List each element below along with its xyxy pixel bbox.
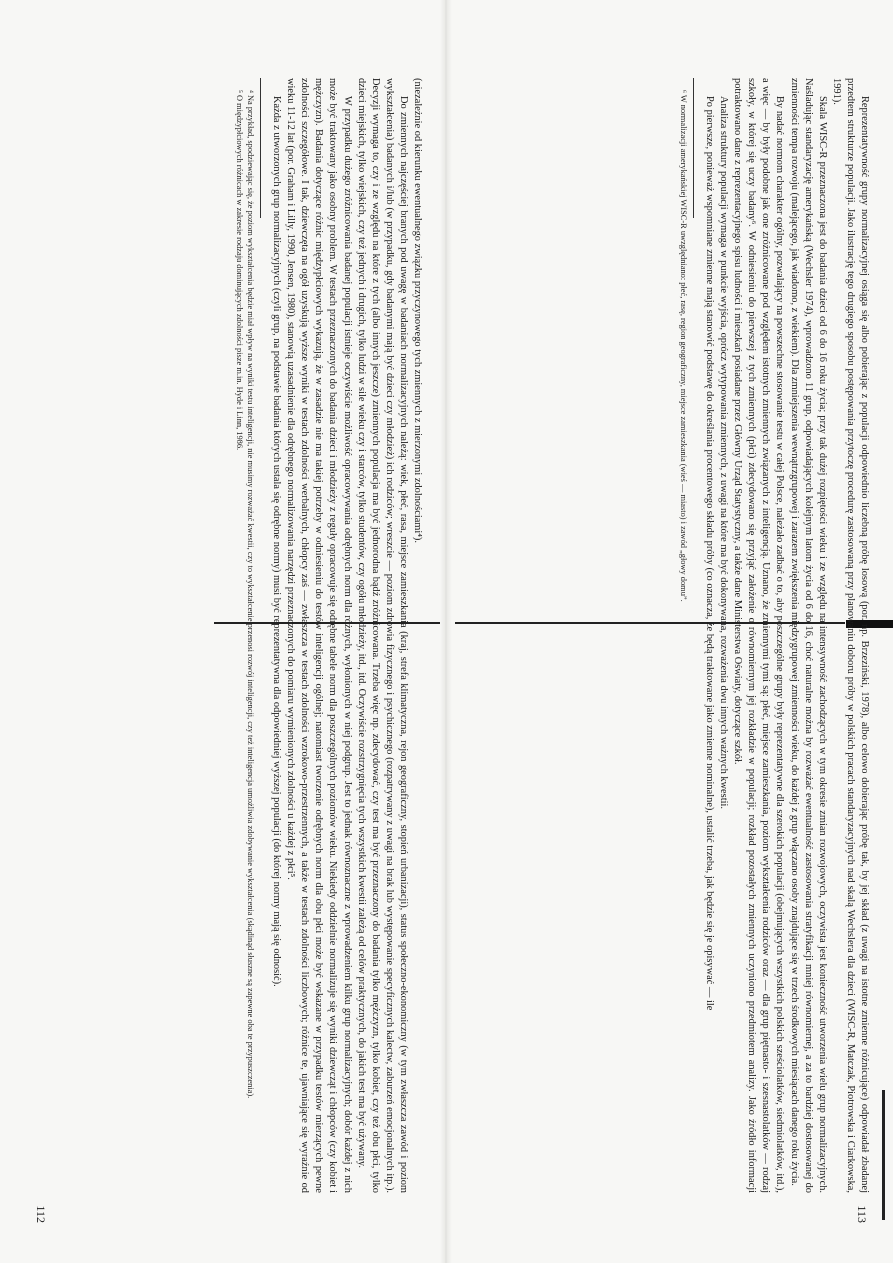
footnote-rule	[693, 78, 694, 218]
page-112-body	[269, 78, 424, 1193]
footnote: ⁶ W normalizacji amerykańskiej WISC-R uwzględniano: płeć, rasę, region geograficzny, miejsce zamieszkania (wieś — miasto) i zawód „głowy domu”.	[678, 90, 688, 602]
paragraph: W przypadku dużego zróżnicowania badanej populacji istnieje oczywiście możliwość opracowywania odrębnych norm dla różnych, wyłonionych w niej podgrup. Jest to jednak równoznaczne z wprowadzeniem kilku grup normalizacyjnych; dobór każdej z nich może być traktowany jako osobny problem. W testach przeznaczonych do badania dzieci i młodzieży z reguły opracowuje się odrębne tabele norm dla poszczególnych poziomów wieku. Niekiedy oddzielnie normalizuje się wyniki dziewcząt i chłopców (czy kobiet i mężczyzn). Badania dotyczące różnic międzypłciowych wykazują, że w zasadzie nie ma takiej potrzeby w odniesieniu do testów inteligencji ogólnej; natomiast tworzenie odrębnych norm dla obu płci może być wskazane w przypadku testów mierzących pewne zdolności szczegółowe. I tak, dziewczęta na ogół uzyskują wyższe wyniki w testach zdolności werbalnych, chłopcy zaś — zwłaszcza w testach zdolności wzrokowo-przestrzennych, a także w testach zdolności liczbowych; różnice te, ujawniające się wyraźnie od wieku 11-12 lat (por. Graham i Lilly, 1990, Jensen, 1980), stanowią uzasadnienie dla odrębnego normalizowania narzędzi przeznaczonych do pomiaru wymienionych zdolności u każdej z płci⁵.	[285, 78, 353, 1193]
footnote: ⁴ Na przykład, spodziewając się, że poziom wykształcenia będzie miał wpływ na wyniki testu inteligencji, nie musimy rozważać kwestii, czy to wykształcenie przenosi rozwój inteligencji, czy też inteligencja umożliwia zdobywanie wykształcenia (skądinąd słuszne są zapewne oba te przypuszczenia).	[245, 90, 255, 1099]
page-number: 112	[34, 1205, 48, 1223]
footnote: ⁵ O międzypłciowych różnicach w zakresie rodzaju dominujących zdolności pisze m.in. Hyde i Linn, 1986.	[234, 90, 244, 451]
paragraph: (niezależnie od kierunku ewentualnego związku przyczynowego tych zmiennych z mierzonymi zdolnościami⁴).	[412, 78, 423, 543]
footnote-rule	[260, 78, 261, 218]
paragraph: Każda z utworzonych grup normalizacyjnych (czyli grup, na podstawie badania których ustala się odrębne normy) musi być reprezentatywna dla odpowiedniej wyższej populacji (do której normy mają się odnosić).	[271, 96, 283, 987]
paragraph: By nadać normom charakter ogólny, pozwalający na powszechne stosowanie testu w całej Polsce, należało zadbać o to, aby poszczególne grupy były reprezentatywne dla szerokich populacji (obejmujących wszystkich polskich sześciolatków, siedmiolatków, itd.), a więc — by były podobne jak one zróżnicowane pod względem istotnych zmiennych związanych z inteligencją. Uznano, że zmiennymi tymi są: płeć, miejsce zamieszkania, poziom wykształcenia rodziców oraz — dla grup piętnasto- i szesnastolatków — rodzaj szkoły, w której się uczy badany⁶. W odniesieniu do pierwszej z tych zmiennych (płci) zdecydowano się przyjąć założenie o równomiernym jej rozkładzie w populacji; rozkład pozostałych zmiennych uczyniono przedmiotem analizy. Jako źródło informacji potraktowano dane z reprezentacyjnego spisu ludności i mieszkań posiadane przez Główny Urząd Statystyczny, a także dane Ministerstwa Oświaty, dotyczące szkół.	[732, 78, 786, 1193]
page-112	[0, 0, 446, 1263]
page-113-body	[702, 78, 871, 1193]
paragraph: Po pierwsze, ponieważ wspomniane zmienne mają stanowić podstawę do określania procentowego składu próby (co oznacza, że będą traktowane jako zmienne nominalne), ustalić trzeba, jak będzie się je opisywać — ile	[703, 96, 715, 1011]
paragraph: Skala WISC-R przeznaczona jest do badania dzieci od 6 do 16 roku życia; przy tak dużej rozpiętości wieku i ze względu na intensywność zachodzących w tym okresie zmian rozwojowych, oczywista jest konieczność utworzenia wielu grup normalizacyjnych. Naśladując standaryzację amerykańską (Wechsler 1974), wprowadzono 11 grup, odpowiadających kolejnym latom życia od 6 do 16, choć naturalne można by rozważać ewentualność zastosowania stratyfikacji mniej równomiernej, a za to bardziej dostosowanej do zmienności tempa rozwoju (malejącego, jak wiadomo, z wiekiem). Dla zmniejszenia wewnątrzgrupowej i zarazem zwiększenia międzygrupowej zmienności wieku, do każdej z grup włączano osoby znajdujące się w trzech środkowych miesiącach danego roku życia.	[788, 78, 828, 1193]
paragraph: Reprezentatywność grupy normalizacyjnej osiąga się albo pobierając z populacji odpowiednio liczebną próbę losową (por. np. Brzeziński, 1978), albo celowo dobierając próbę tak, by jej skład (z uwagi na istotne zmienne różnicujące) odpowiadał zbadanej przedtem strukturze populacji. Jako ilustrację tego drugiego sposobu postępowania przytoczę procedurę zastosowaną przy planowaniu doboru próby w polskich pracach standaryzacyjnych nad skalą Wechslera dla dzieci (WISC-R, Matczak, Piotrowska i Ciarkowska, 1991).	[830, 78, 870, 1193]
paragraph: Do zmiennych najczęściej branych pod uwagę w badaniach normalizacyjnych należą: wiek, płeć, rasa, miejsce zamieszkania (kraj, strefa klimatyczna, rejon geograficzny, stopień urbanizacji), status społeczno-ekonomiczny (w tym zwłaszcza zawód i poziom wykształcenia) badanych i/lub (w przypadku, gdy badanymi mają być dzieci czy młodzież) ich rodziców; wreszcie — poziom zdrowia fizycznego i psychicznego (rozpatrywany z uwagi na brak lub występowanie specyficznych kalectw, zaburzeń emocjonalnych itp.). Decyzji wymaga to, czy i ze względu na które z tych (albo innych jeszcze) zmiennych populacja ma być jednorodna bądź zróżnicowana. Trzeba więc np. zdecydować, czy test ma być przeznaczony do badania tylko mężczyzn, tylko kobiet, czy też obu płci, tylko dzieci miejskich, tylko wiejskich, czy też jednych i drugich, tylko ludzi w sile wieku czy i starców, tylko studentów, czy ogółu młodzieży, itd., itd. Oczywiście rozstrzygnięcia tych wszystkich kwestii zależą od celów praktycznych, do jakich test ma być używany.	[355, 78, 409, 1193]
page-113	[447, 0, 893, 1263]
page-number: 113	[855, 1205, 869, 1223]
paragraph: Analiza struktury populacji wymaga w punkcie wyjścia, oprócz wytypowania zmiennych, z uwagi na które ma być dokonywana, rozważenia dwu innych ważnych kwestii.	[718, 96, 730, 809]
